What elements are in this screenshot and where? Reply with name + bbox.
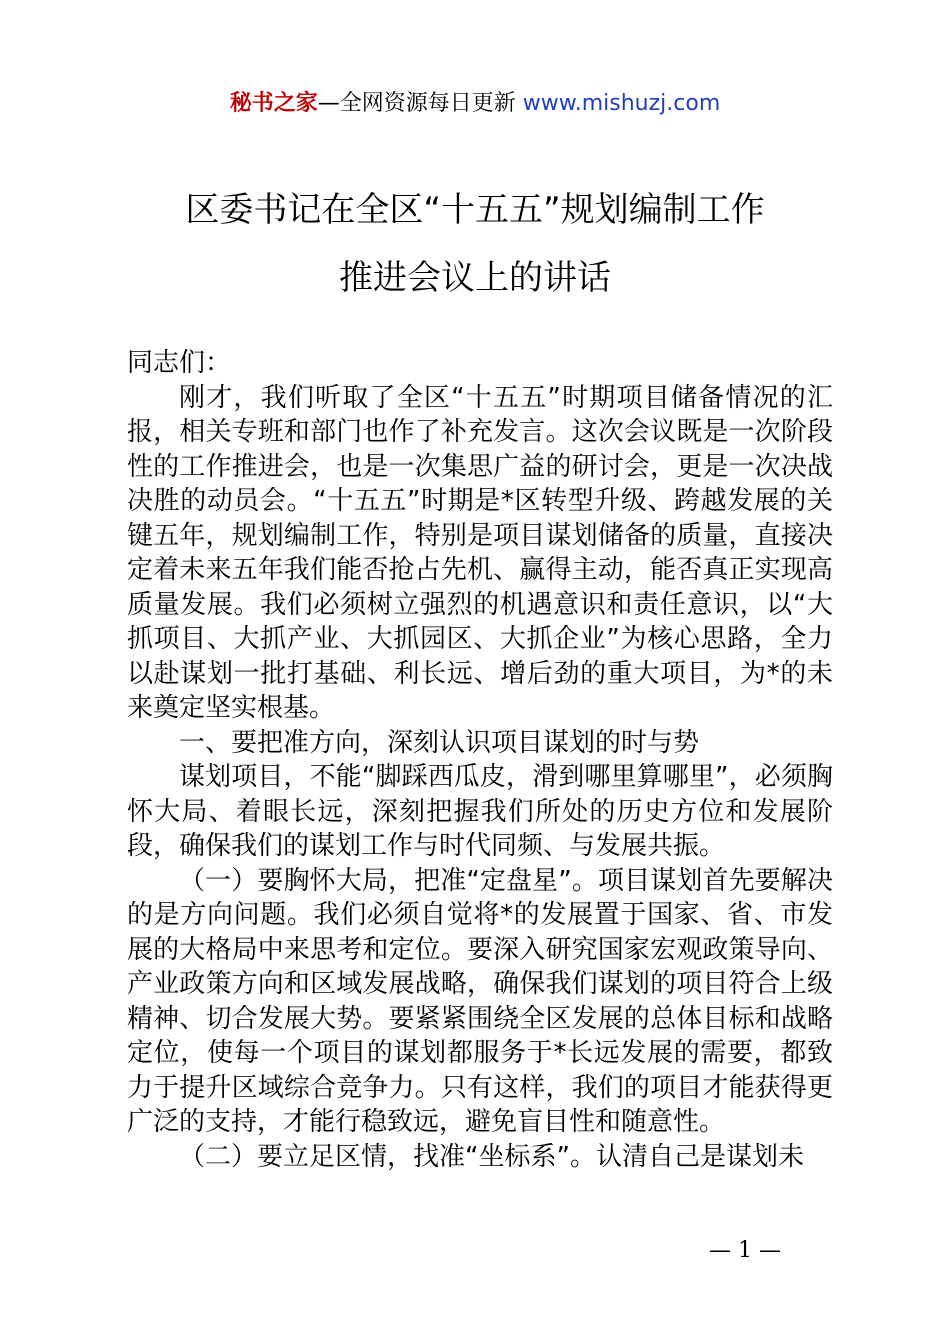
paragraph-point-2: （二）要立足区情，找准“坐标系”。认清自己是谋划未 xyxy=(179,1141,804,1172)
brand-name: 秘书之家 xyxy=(229,91,318,116)
document-title-line-2: 推进会议上的讲话 xyxy=(339,258,611,298)
salutation: 同志们： xyxy=(127,348,232,378)
paragraph-intro: 刚才，我们听取了全区“十五五”时期项目储备情况的汇报，相关专班和部门也作了补充发言。这次会议既是一次阶段性的工作推进会，也是一次集思广益的研讨会，更是一次决战决胜的动员会。“十五五”时期是*区转型升级、跨越发展的关键五年，规划编制工作，特别是项目谋划储备的质量，直接决定着未来五年我们能否抢占先机、赢得主动，能否真正实现高质量发展。我们必须树立强烈的机遇意识和责任意识，以“大抓项目、大抓产业、大抓园区、大抓企业”为核心思路，全力以赴谋划一批打基础、利长远、增后劲的重大项目，为*的未来奠定坚实根基。 xyxy=(127,382,833,723)
header-slogan: —全网资源每日更新 xyxy=(317,91,523,116)
site-url: www.mishuzj.com xyxy=(522,91,721,116)
paragraph-section-1: 谋划项目，不能“脚踩西瓜皮，滑到哪里算哪里”，必须胸怀大局、着眼长远，深刻把握我们所处的历史方位和发展阶段，确保我们的谋划工作与时代同频、与发展共振。 xyxy=(127,762,833,861)
document-body xyxy=(127,346,833,1174)
page-number: — 1 — xyxy=(709,1238,781,1263)
document-title-line-1: 区委书记在全区“十五五”规划编制工作 xyxy=(185,190,765,230)
section-heading-1: 一、要把准方向，深刻认识项目谋划的时与势 xyxy=(179,727,700,758)
site-header xyxy=(0,88,950,120)
paragraph-point-1: （一）要胸怀大局，把准“定盘星”。项目谋划首先要解决的是方向问题。我们必须自觉将*的发展置于国家、省、市发展的大格局中来思考和定位。要深入研究国家宏观政策导向、产业政策方向和区域发展战略，确保我们谋划的项目符合上级精神、切合发展大势。要紧紧围绕全区发展的总体目标和战略定位，使每一个项目的谋划都服务于*长远发展的需要，都致力于提升区域综合竞争力。只有这样，我们的项目才能获得更广泛的支持，才能行稳致远，避免盲目性和随意性。 xyxy=(127,865,833,1137)
